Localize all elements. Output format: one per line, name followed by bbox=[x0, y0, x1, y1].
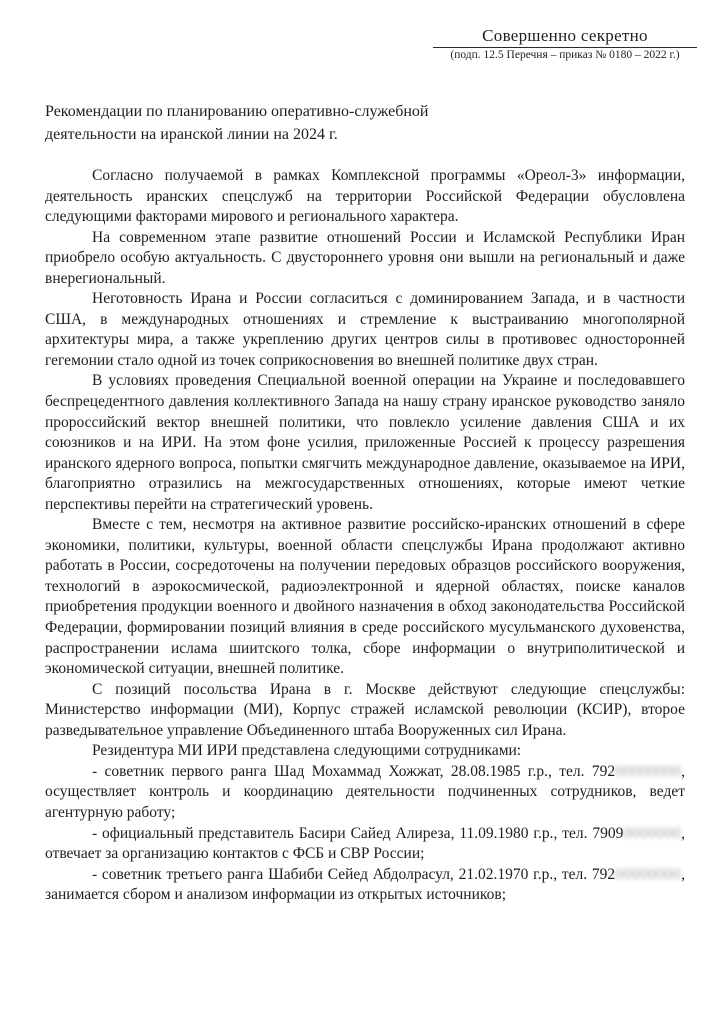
paragraph-text: На современном этапе развитие отношений России и Исламской Республики Иран приобрело особую актуальность. С двустороннего уровня они вышли на региональный и даже внерегиональный. bbox=[45, 228, 685, 287]
paragraph bbox=[45, 371, 685, 515]
paragraph bbox=[45, 762, 685, 824]
document-title bbox=[45, 100, 515, 146]
classification-header bbox=[433, 26, 697, 61]
redacted-phone-digits: 0000000 bbox=[623, 824, 682, 842]
paragraph-text: , осуществляет контроль и координацию деятельности подчиненных сотрудников, ведет агентурную работу; bbox=[45, 762, 685, 821]
classification-label: Совершенно секретно bbox=[433, 26, 697, 48]
paragraph-text: Согласно получаемой в рамках Комплексной программы «Ореол-3» информации, деятельность иранских спецслужб на территории Российской Федерации обусловлена следующими факторами мирового и регионального характера. bbox=[45, 167, 685, 226]
paragraph bbox=[45, 228, 685, 290]
paragraph-text: С позиций посольства Ирана в г. Москве действуют следующие спецслужбы: Министерство информации (МИ), Корпус стражей исламской революции (КСИР), второе разведывательное управление Объединенного штаба Вооруженных сил Ирана. bbox=[45, 680, 685, 739]
redacted-phone-digits: 00000000 bbox=[615, 762, 682, 780]
paragraph bbox=[45, 680, 685, 742]
redacted-phone-digits: 00000000 bbox=[615, 865, 682, 883]
classification-basis-note: (подп. 12.5 Перечня – приказ № 0180 – 2022 г.) bbox=[450, 49, 680, 61]
paragraph-text: , отвечает за организацию контактов с ФСБ и СВР России; bbox=[45, 824, 685, 863]
document-body bbox=[45, 166, 685, 906]
paragraph-text: , занимается сбором и анализом информации из открытых источников; bbox=[45, 865, 685, 904]
paragraph-text: Вместе с тем, несмотря на активное развитие российско-иранских отношений в сфере экономики, политики, культуры, военной области спецслужбы Ирана продолжают активно работать в России, сосредоточены на получении передовых образцов российского вооружения, технологий в аэрокосмической, радиоэлектронной и ядерной областях, поиске каналов приобретения продукции военного и двойного назначения в обход законодательства Российской Федерации, формировании позиций влияния в среде российского мусульманского духовенства, распространении ислама шиитского толка, сборе информации о внутриполитической и экономической ситуации, внешней политике. bbox=[45, 516, 685, 678]
document-title-line1: Рекомендации по планированию оперативно-служебной bbox=[45, 103, 429, 120]
paragraph-text: Резидентура МИ ИРИ представлена следующими сотрудниками: bbox=[92, 742, 522, 760]
paragraph bbox=[45, 166, 685, 228]
paragraph bbox=[45, 741, 685, 762]
document-title-line2: деятельности на иранской линии на 2024 г. bbox=[45, 126, 338, 143]
paragraph bbox=[45, 289, 685, 371]
paragraph-text: Неготовность Ирана и России согласиться с доминированием Запада, и в частности США, в международных отношениях и стремление к выстраиванию многополярной архитектуры мира, а также укреплению других центров силы в противовес односторонней гегемонии стало одной из точек соприкосновения во внешней политике двух стран. bbox=[45, 290, 685, 369]
paragraph bbox=[45, 865, 685, 906]
paragraph-text: В условиях проведения Специальной военной операции на Украине и последовавшего беспрецедентного давления коллективного Запада на нашу страну иранское руководство заняло пророссийский вектор внешней политики, что повлекло усиление давления США и их союзников и на ИРИ. На этом фоне усилия, приложенные Россией к процессу разрешения иранского ядерного вопроса, попытки смягчить международное давление, оказываемое на ИРИ, благоприятно отразились на межгосударственных отношениях, которые имеют четкие перспективы перейти на стратегический уровень. bbox=[45, 372, 685, 513]
paragraph-text: - официальный представитель Басири Сайед Алиреза, 11.09.1980 г.р., тел. 7909 bbox=[92, 824, 624, 842]
paragraph-text: - советник третьего ранга Шабиби Сейед Абдолрасул, 21.02.1970 г.р., тел. 792 bbox=[92, 865, 616, 883]
paragraph bbox=[45, 515, 685, 679]
paragraph bbox=[45, 824, 685, 865]
paragraph-text: - советник первого ранга Шад Мохаммад Хожжат, 28.08.1985 г.р., тел. 792 bbox=[92, 762, 616, 780]
